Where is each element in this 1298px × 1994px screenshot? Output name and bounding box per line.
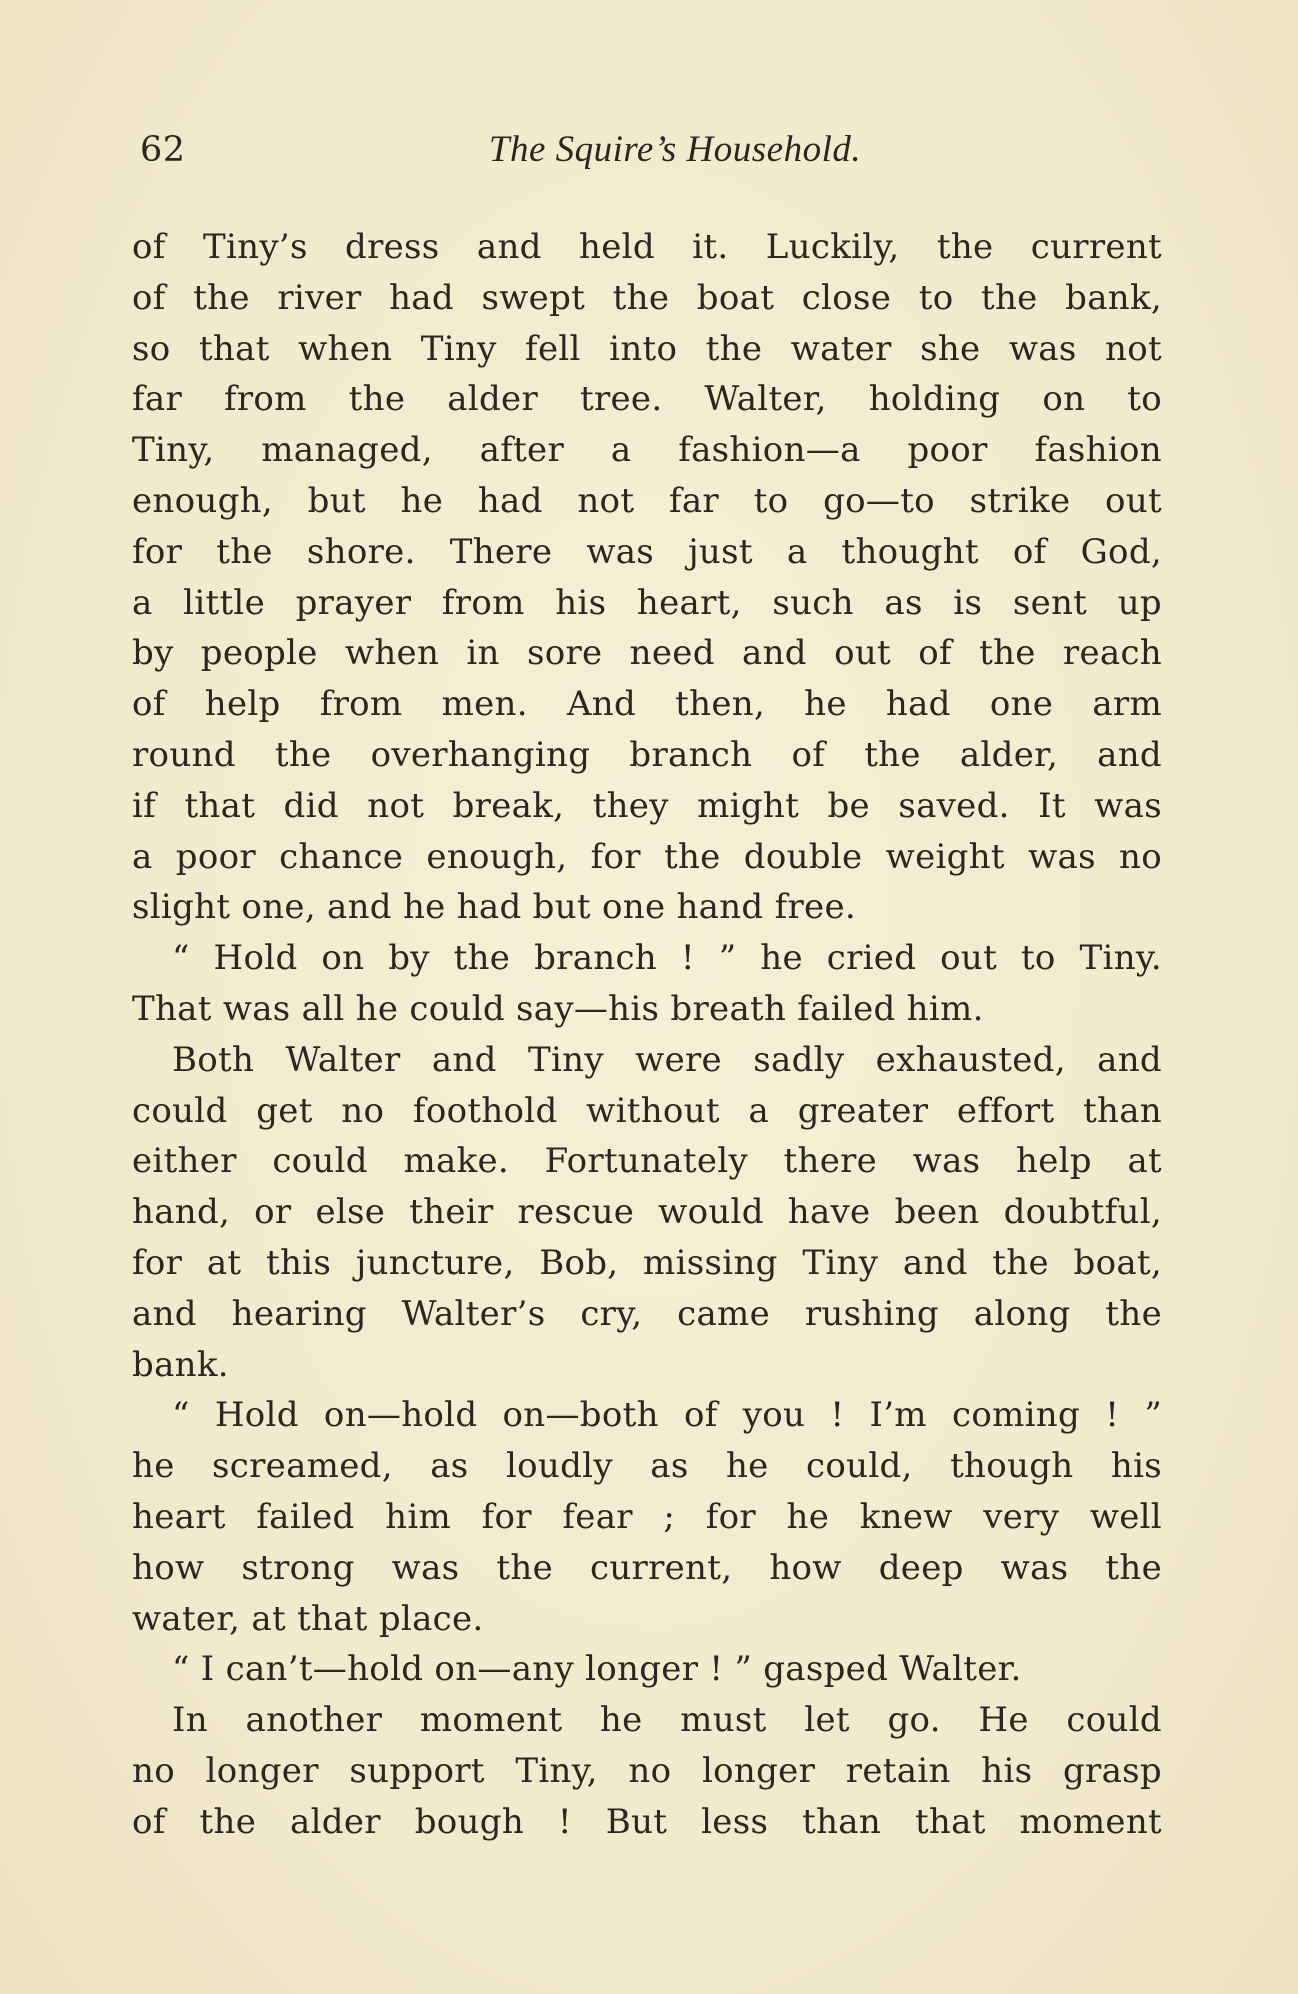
text-line: “ I can’t—hold on—any longer ! ” gasped Walter. xyxy=(172,1649,1022,1690)
text-line: of help from men. And then, he had one arm xyxy=(132,684,1162,725)
text-line: water, at that place. xyxy=(132,1598,484,1639)
page-number: 62 xyxy=(140,130,186,170)
body-text xyxy=(132,222,1162,1848)
text-line: enough, but he had not far to go—to strike out xyxy=(132,480,1162,521)
text-line: bank. xyxy=(132,1344,229,1385)
text-line: “ Hold on—hold on—both of you ! I’m coming ! ” xyxy=(172,1395,1162,1436)
text-line: so that when Tiny fell into the water she was not xyxy=(132,328,1162,369)
text-line: a poor chance enough, for the double weight was no xyxy=(132,836,1162,877)
text-line: of the river had swept the boat close to the bank, xyxy=(132,277,1162,318)
text-line: if that did not break, they might be saved. It was xyxy=(132,785,1162,826)
text-line: could get no foothold without a greater effort than xyxy=(132,1090,1162,1131)
text-line: In another moment he must let go. He could xyxy=(172,1700,1162,1741)
text-line: and hearing Walter’s cry, came rushing along the xyxy=(132,1293,1162,1334)
text-line: for the shore. There was just a thought of God, xyxy=(132,531,1162,572)
text-line: he screamed, as loudly as he could, though his xyxy=(132,1446,1162,1487)
text-line: no longer support Tiny, no longer retain his grasp xyxy=(132,1750,1162,1791)
text-line: by people when in sore need and out of the reach xyxy=(132,633,1162,674)
text-line: Both Walter and Tiny were sadly exhausted, and xyxy=(172,1039,1162,1080)
text-line: That was all he could say—his breath failed him. xyxy=(132,988,984,1029)
page-header xyxy=(140,125,1170,175)
text-line: of the alder bough ! But less than that moment xyxy=(132,1801,1162,1842)
text-line: hand, or else their rescue would have been doubtful, xyxy=(132,1192,1162,1233)
text-line: slight one, and he had but one hand free. xyxy=(132,887,856,928)
text-line: heart failed him for fear ; for he knew very well xyxy=(132,1496,1162,1537)
text-line: of Tiny’s dress and held it. Luckily, the current xyxy=(132,227,1162,267)
text-line: a little prayer from his heart, such as is sent up xyxy=(132,582,1162,623)
running-title: The Squire’s Household. xyxy=(488,129,862,170)
text-line: far from the alder tree. Walter, holding on to xyxy=(132,379,1162,420)
text-line: either could make. Fortunately there was help at xyxy=(132,1141,1162,1182)
text-line: “ Hold on by the branch ! ” he cried out to Tiny. xyxy=(172,938,1162,979)
text-line: round the overhanging branch of the alder, and xyxy=(132,734,1162,775)
text-line: for at this juncture, Bob, missing Tiny and the boat, xyxy=(132,1242,1162,1283)
text-line: Tiny, managed, after a fashion—a poor fashion xyxy=(132,430,1162,471)
text-line: how strong was the current, how deep was the xyxy=(132,1547,1162,1588)
